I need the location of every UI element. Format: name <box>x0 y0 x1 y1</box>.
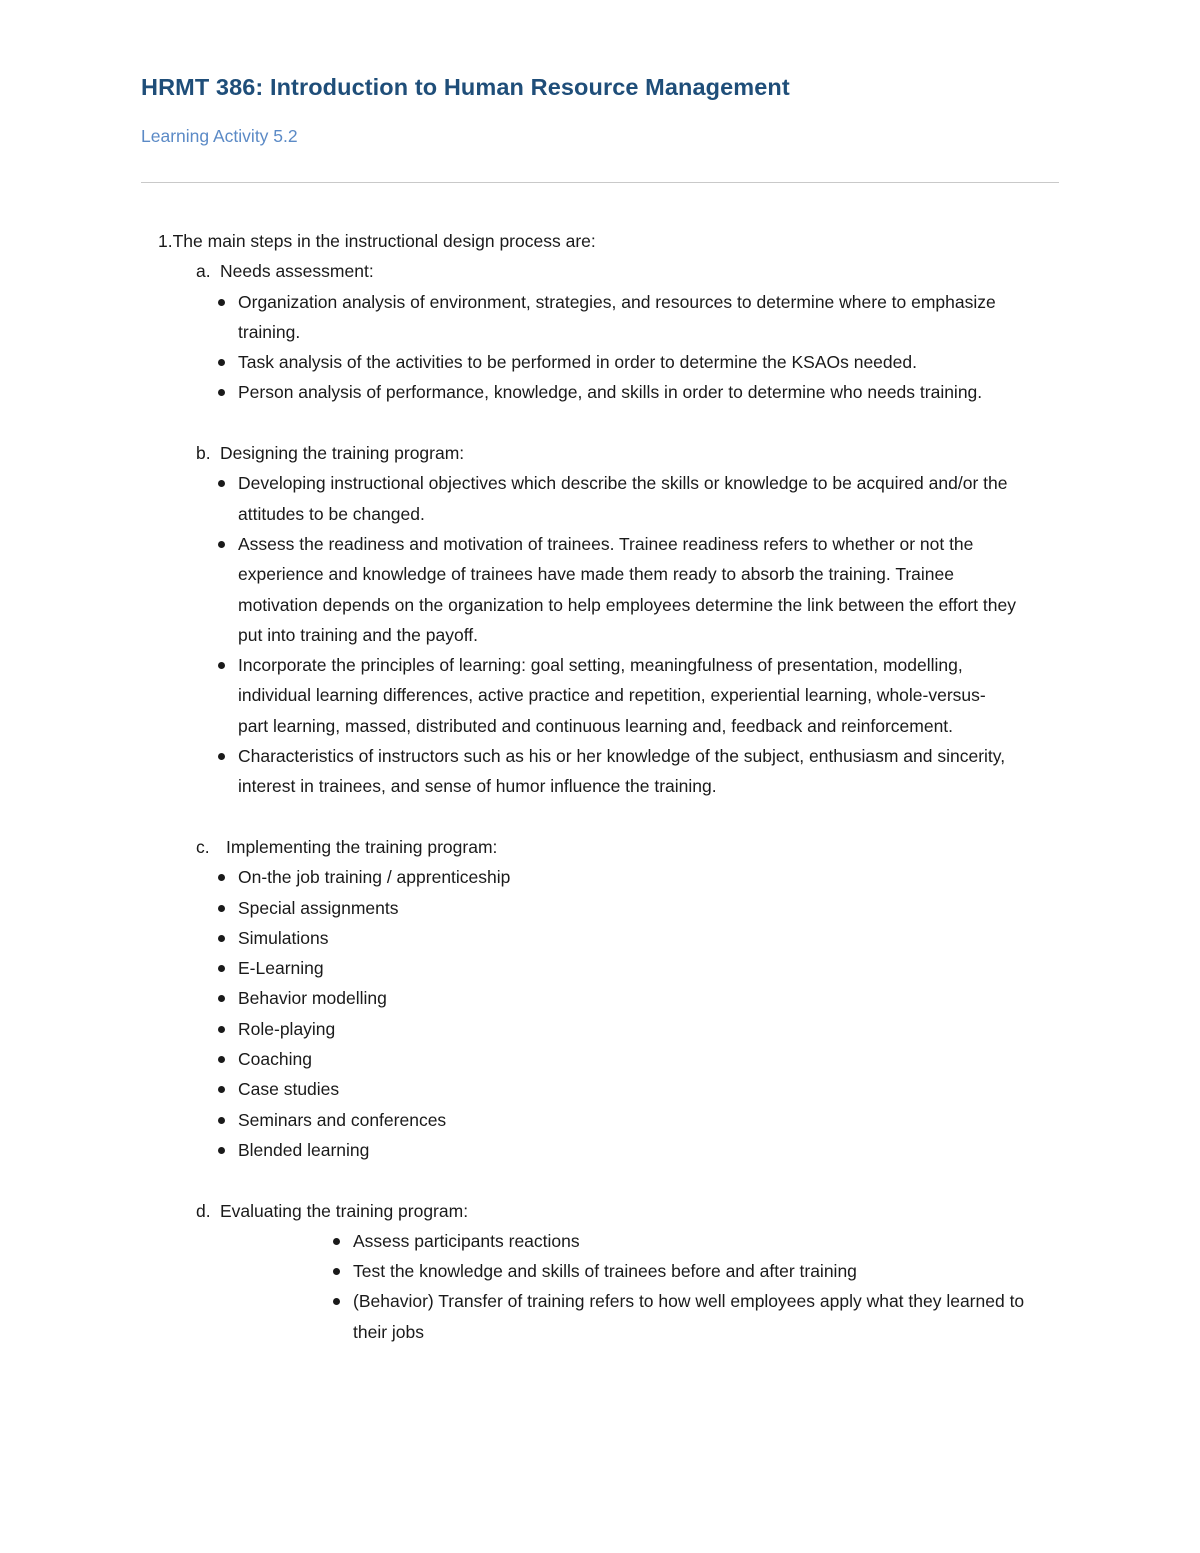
list-item <box>0 1286 1200 1347</box>
list-item <box>0 287 1200 348</box>
list-item <box>0 1014 1200 1044</box>
bullet-icon <box>333 1286 353 1347</box>
bullet-icon <box>218 650 238 741</box>
list-item <box>0 862 1200 892</box>
section-b-title: Designing the training program: <box>220 443 465 464</box>
list-item <box>0 347 1200 377</box>
list-item-text: Seminars and conferences <box>238 1109 447 1130</box>
list-item-text: Assess participants reactions <box>353 1230 580 1251</box>
bullet-icon <box>218 1105 238 1135</box>
list-item-text: (Behavior) Transfer of training refers to how well employees apply what they learned to their jobs <box>353 1291 1025 1342</box>
list-item-text: Organization analysis of environment, strategies, and resources to determine where to emphasize training. <box>238 291 996 342</box>
section-a-label: a. <box>196 261 211 282</box>
list-item-text: Task analysis of the activities to be performed in order to determine the KSAOs needed. <box>238 352 917 373</box>
list-item-text: Assess the readiness and motivation of trainees. Trainee readiness refers to whether or not the experience and knowledge of trainees have made them ready to absorb the training. Trainee motivation depends on the organization to help employees determine the link between the effort they put into training and the payoff. <box>238 533 1016 645</box>
list-item-text: Incorporate the principles of learning: goal setting, meaningfulness of presentation, modelling, individual learning differences, active practice and repetition, experiential learning, whole-versus-part learning, massed, distributed and continuous learning and, feedback and reinforcement. <box>238 655 986 736</box>
section-d-title: Evaluating the training program: <box>220 1200 469 1221</box>
list-item <box>0 953 1200 983</box>
bullet-icon <box>218 468 238 529</box>
document-subtitle: Learning Activity 5.2 <box>141 126 298 146</box>
list-item <box>0 1044 1200 1074</box>
bullet-icon <box>218 1044 238 1074</box>
section-c-label: c. <box>196 836 210 857</box>
list-item-text: Coaching <box>238 1049 312 1070</box>
list-item-text: Blended learning <box>238 1139 370 1160</box>
bullet-icon <box>218 1014 238 1044</box>
list-item-text: On-the job training / apprenticeship <box>238 867 511 888</box>
question-text: The main steps in the instructional design process are: <box>172 231 596 251</box>
list-item <box>0 1256 1200 1286</box>
section-c-heading <box>0 832 1200 862</box>
section-b-heading <box>0 438 1200 468</box>
list-item <box>0 1135 1200 1165</box>
list-item <box>0 529 1200 650</box>
bullet-icon <box>218 983 238 1013</box>
bullet-icon <box>218 1135 238 1165</box>
list-item <box>0 1105 1200 1135</box>
bullet-icon <box>218 347 238 377</box>
bullet-icon <box>333 1256 353 1286</box>
header-divider <box>141 182 1059 183</box>
list-item <box>0 650 1200 741</box>
bullet-icon <box>218 377 238 407</box>
list-item-text: E-Learning <box>238 958 324 979</box>
list-item <box>0 893 1200 923</box>
bullet-icon <box>218 287 238 348</box>
list-item-text: Simulations <box>238 927 329 948</box>
bullet-icon <box>333 1226 353 1256</box>
bullet-icon <box>218 1074 238 1104</box>
bullet-icon <box>218 862 238 892</box>
question-line <box>0 226 1200 256</box>
section-b-label: b. <box>196 443 211 464</box>
section-d-label: d. <box>196 1200 211 1221</box>
section-a-title: Needs assessment: <box>220 261 374 282</box>
list-item-text: Special assignments <box>238 897 399 918</box>
list-item-text: Developing instructional objectives which describe the skills or knowledge to be acquired and/or the attitudes to be changed. <box>238 473 1008 524</box>
list-item <box>0 741 1200 802</box>
bullet-icon <box>218 741 238 802</box>
list-item <box>0 1074 1200 1104</box>
section-c-title: Implementing the training program: <box>226 836 498 857</box>
list-item-text: Person analysis of performance, knowledge, and skills in order to determine who needs training. <box>238 382 983 403</box>
list-item <box>0 377 1200 407</box>
list-item-text: Case studies <box>238 1079 340 1100</box>
list-item <box>0 1226 1200 1256</box>
list-item-text: Behavior modelling <box>238 988 387 1009</box>
list-item <box>0 468 1200 529</box>
list-item-text: Characteristics of instructors such as his or her knowledge of the subject, enthusiasm and sincerity, interest in trainees, and sense of humor influence the training. <box>238 746 1006 797</box>
list-item <box>0 983 1200 1013</box>
section-a-heading <box>0 256 1200 286</box>
document-body <box>0 226 1200 1347</box>
bullet-icon <box>218 529 238 650</box>
section-d-heading <box>0 1196 1200 1226</box>
bullet-icon <box>218 893 238 923</box>
bullet-icon <box>218 923 238 953</box>
bullet-icon <box>218 953 238 983</box>
document-title: HRMT 386: Introduction to Human Resource Management <box>141 74 790 100</box>
question-number: 1. <box>158 231 173 251</box>
list-item <box>0 923 1200 953</box>
list-item-text: Role-playing <box>238 1018 336 1039</box>
list-item-text: Test the knowledge and skills of trainees before and after training <box>353 1261 857 1282</box>
